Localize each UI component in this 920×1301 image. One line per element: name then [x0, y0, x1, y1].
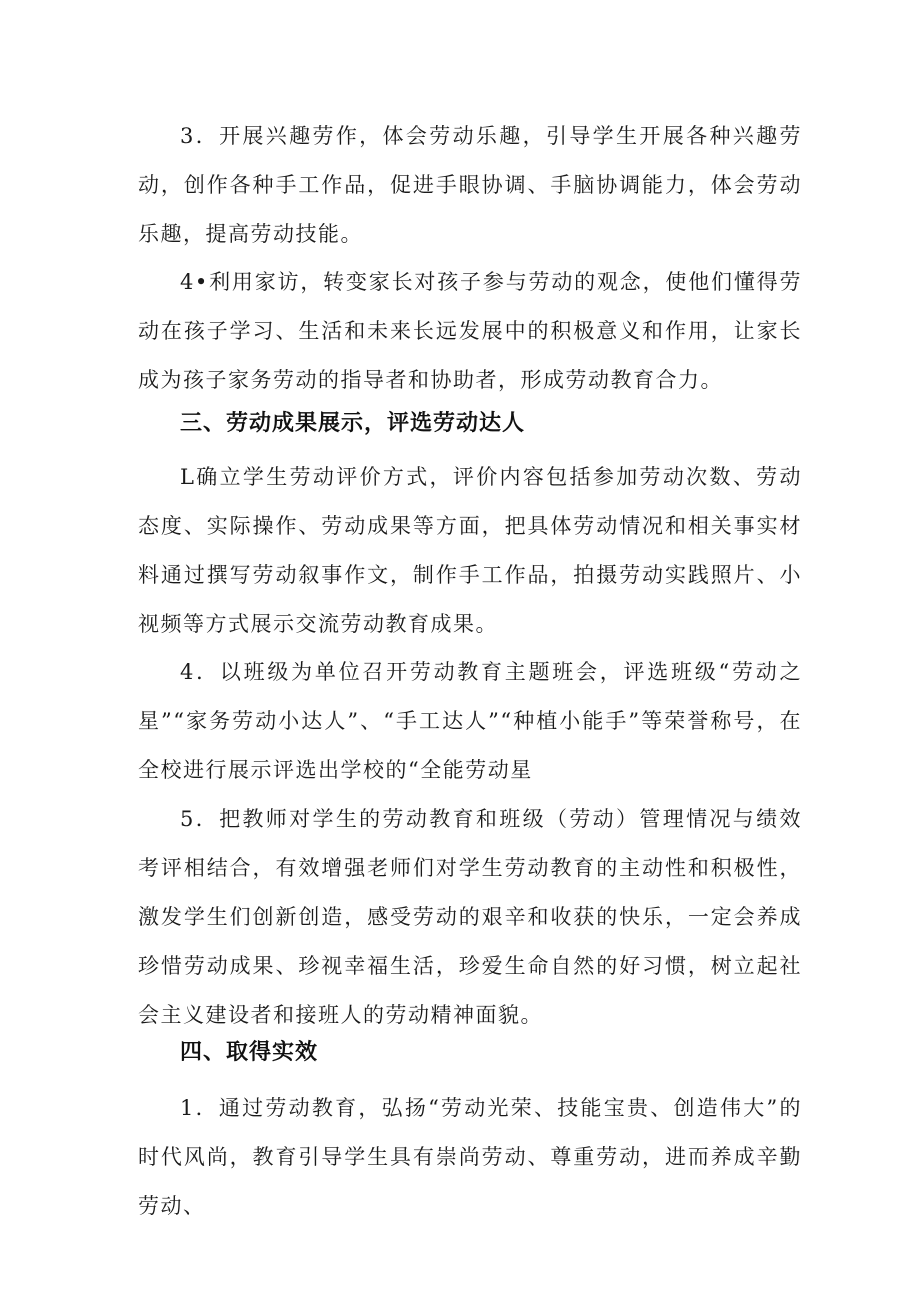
paragraph-class-meeting: 4．以班级为单位召开劳动教育主题班会，评选班级“劳动之星”“家务劳动小达人”、“手工达人”“种植小能手”等荣誉称号，在全校进行展示评选出学校的“全能劳动星	[138, 660, 802, 782]
paragraph-interest-labor: 3．开展兴趣劳作，体会劳动乐趣，引导学生开展各种兴趣劳动，创作各种手工作品，促进手眼协调、手脑协调能力，体会劳动乐趣，提高劳动技能。	[138, 124, 802, 246]
paragraph-teacher-assessment: 5．把教师对学生的劳动教育和班级（劳动）管理情况与绩效考评相结合，有效增强老师们对学生劳动教育的主动性和积极性，激发学生们创新创造，感受劳动的艰辛和收获的快乐，一定会养成珍惜劳动成果、珍视幸福生活，珍爱生命自然的好习惯，树立起社会主义建设者和接班人的劳动精神面貌。	[138, 807, 802, 1027]
paragraph-home-visit: 4•利用家访，转变家长对孩子参与劳动的观念，使他们懂得劳动在孩子学习、生活和未来长远发展中的积极意义和作用，让家长成为孩子家务劳动的指导者和协助者，形成劳动教育合力。	[138, 270, 802, 392]
paragraph-evaluation-method: L确立学生劳动评价方式，评价内容包括参加劳动次数、劳动态度、实际操作、劳动成果等方面，把具体劳动情况和相关事实材料通过撰写劳动叙事作文，制作手工作品，拍摄劳动实践照片、小视频等方式展示交流劳动教育成果。	[138, 465, 802, 636]
section-heading-achievements: 四、取得实效	[180, 1040, 319, 1065]
section-heading-labor-results: 三、劳动成果展示，评选劳动达人	[180, 411, 526, 436]
paragraph-labor-education: 1．通过劳动教育，弘扬“劳动光荣、技能宝贵、创造伟大”的时代风尚，教育引导学生具有崇尚劳动、尊重劳动，进而养成辛勤劳动、	[138, 1096, 802, 1218]
